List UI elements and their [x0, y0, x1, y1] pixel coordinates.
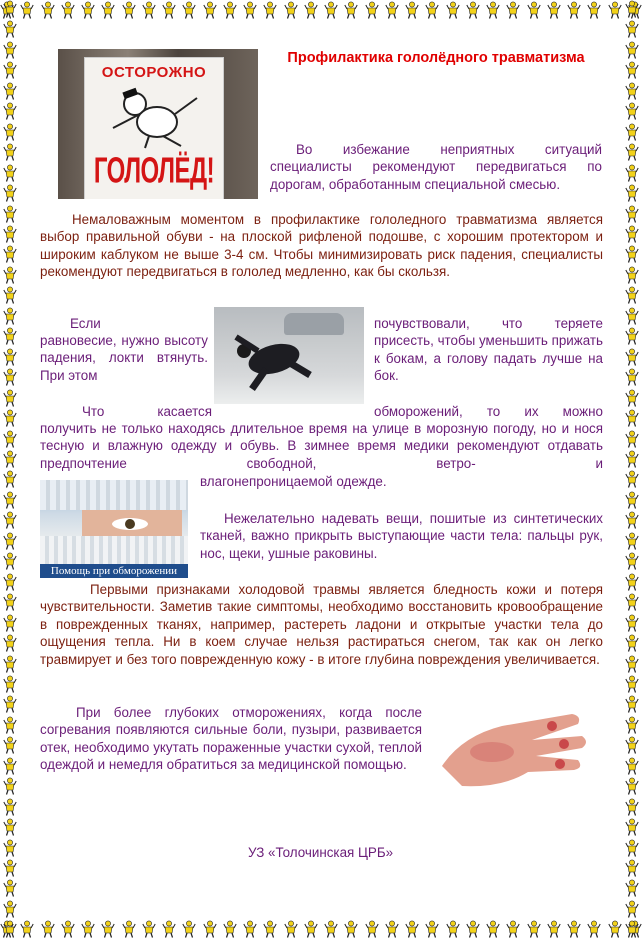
border-figure-icon: [3, 41, 17, 59]
border-figure-icon: [625, 614, 639, 632]
border-figure-icon: [365, 1, 379, 19]
border-left: [0, 0, 20, 939]
border-figure-icon: [3, 0, 17, 18]
border-figure-icon: [142, 1, 156, 19]
ice-warning-sign-photo: [58, 49, 258, 199]
man-falling-photo: [214, 307, 364, 404]
border-figure-icon: [243, 1, 257, 19]
border-figure-icon: [625, 573, 639, 591]
border-figure-icon: [101, 1, 115, 19]
border-figure-icon: [101, 920, 115, 938]
border-bottom: [0, 919, 642, 939]
border-figure-icon: [625, 286, 639, 304]
border-figure-icon: [625, 41, 639, 59]
border-figure-icon: [3, 123, 17, 141]
border-figure-icon: [263, 920, 277, 938]
border-figure-icon: [223, 920, 237, 938]
border-figure-icon: [547, 920, 561, 938]
sign-line1: ОСТОРОЖНО: [101, 64, 207, 81]
border-figure-icon: [625, 430, 639, 448]
border-figure-icon: [182, 920, 196, 938]
border-figure-icon: [3, 532, 17, 550]
border-figure-icon: [625, 164, 639, 182]
border-figure-icon: [3, 798, 17, 816]
border-figure-icon: [203, 920, 217, 938]
border-figure-icon: [344, 1, 358, 19]
border-figure-icon: [486, 920, 500, 938]
border-figure-icon: [625, 695, 639, 713]
border-figure-icon: [466, 920, 480, 938]
border-figure-icon: [203, 1, 217, 19]
border-figure-icon: [3, 205, 17, 223]
border-figure-icon: [625, 327, 639, 345]
border-figure-icon: [3, 818, 17, 836]
frostbite-photo: [40, 480, 188, 578]
border-figure-icon: [3, 164, 17, 182]
border-figure-icon: [3, 777, 17, 795]
paragraph-4-body: получить не только находясь длительное время на улице в морозную погоду, но и нося тесную и влажную одежду и обувь. В зимнее время медики рекомендуют отдавать предпочтение свободной, ветро- и: [40, 421, 603, 471]
border-figure-icon: [625, 143, 639, 161]
border-figure-icon: [625, 634, 639, 652]
border-figure-icon: [20, 920, 34, 938]
frostbitten-hand-photo: [432, 696, 592, 792]
border-figure-icon: [625, 818, 639, 836]
border-figure-icon: [344, 920, 358, 938]
border-figure-icon: [625, 450, 639, 468]
border-figure-icon: [3, 491, 17, 509]
border-figure-icon: [625, 61, 639, 79]
border-figure-icon: [385, 920, 399, 938]
paragraph-4-start: Что касается: [82, 404, 212, 419]
footer-organization: УЗ «Толочинская ЦРБ»: [248, 845, 394, 860]
border-figure-icon: [625, 470, 639, 488]
border-figure-icon: [625, 245, 639, 263]
border-figure-icon: [625, 675, 639, 693]
border-figure-icon: [61, 1, 75, 19]
border-figure-icon: [3, 450, 17, 468]
border-figure-icon: [284, 920, 298, 938]
border-figure-icon: [3, 511, 17, 529]
border-figure-icon: [3, 470, 17, 488]
border-figure-icon: [304, 1, 318, 19]
paragraph-4-cont: обморожений, то их можно: [374, 404, 603, 419]
border-figure-icon: [625, 655, 639, 673]
border-figure-icon: [625, 879, 639, 897]
border-figure-icon: [587, 920, 601, 938]
border-figure-icon: [405, 920, 419, 938]
border-figure-icon: [587, 1, 601, 19]
border-figure-icon: [625, 409, 639, 427]
page-title: Профилактика гололёдного травматизма: [287, 50, 585, 66]
border-figure-icon: [3, 655, 17, 673]
border-figure-icon: [122, 920, 136, 938]
border-figure-icon: [284, 1, 298, 19]
border-figure-icon: [142, 920, 156, 938]
border-right: [622, 0, 642, 939]
border-figure-icon: [3, 20, 17, 38]
border-figure-icon: [3, 327, 17, 345]
border-figure-icon: [3, 348, 17, 366]
border-figure-icon: [567, 1, 581, 19]
border-figure-icon: [527, 920, 541, 938]
border-figure-icon: [567, 920, 581, 938]
paragraph-3-right: почувствовали, что теряете присесть, чтобы уменьшить прижать к бокам, а голову падать лучше на бок.: [374, 316, 604, 384]
border-figure-icon: [3, 839, 17, 857]
border-figure-icon: [547, 1, 561, 19]
border-figure-icon: [625, 552, 639, 570]
frostbite-caption: Помощь при обморожении: [40, 564, 188, 578]
border-figure-icon: [625, 184, 639, 202]
border-figure-icon: [625, 266, 639, 284]
hat-shape: [40, 480, 188, 510]
border-figure-icon: [506, 920, 520, 938]
border-figure-icon: [625, 102, 639, 120]
border-figure-icon: [625, 798, 639, 816]
border-figure-icon: [625, 736, 639, 754]
border-figure-icon: [3, 757, 17, 775]
border-figure-icon: [3, 593, 17, 611]
border-figure-icon: [263, 1, 277, 19]
border-figure-icon: [3, 409, 17, 427]
border-figure-icon: [3, 389, 17, 407]
border-figure-icon: [486, 1, 500, 19]
border-figure-icon: [625, 511, 639, 529]
border-figure-icon: [3, 143, 17, 161]
border-figure-icon: [81, 1, 95, 19]
snowman-icon: [85, 84, 223, 154]
border-figure-icon: [3, 286, 17, 304]
border-figure-icon: [625, 389, 639, 407]
border-figure-icon: [425, 920, 439, 938]
border-figure-icon: [3, 695, 17, 713]
border-figure-icon: [625, 757, 639, 775]
border-figure-icon: [324, 1, 338, 19]
border-figure-icon: [223, 1, 237, 19]
border-figure-icon: [625, 205, 639, 223]
border-figure-icon: [3, 736, 17, 754]
paragraph-7: При более глубоких отморожениях, когда после согревания появляются сильные боли, пузыри, развивается отек, необходимо укутать пораженные участки сухой, теплой одеждой и немедля обратиться за медицинской помощью.: [40, 705, 422, 773]
paragraph-1: Во избежание неприятных ситуаций специалисты рекомендуют передвигаться по дорогам, обработанным специальной смесью.: [270, 142, 602, 192]
border-figure-icon: [182, 1, 196, 19]
border-figure-icon: [3, 900, 17, 918]
border-figure-icon: [3, 879, 17, 897]
border-figure-icon: [3, 225, 17, 243]
border-figure-icon: [625, 225, 639, 243]
paragraph-3-start: Если: [70, 316, 101, 331]
border-figure-icon: [625, 0, 639, 18]
border-figure-icon: [625, 593, 639, 611]
border-figure-icon: [41, 920, 55, 938]
border-figure-icon: [3, 675, 17, 693]
border-figure-icon: [3, 573, 17, 591]
border-figure-icon: [3, 614, 17, 632]
border-figure-icon: [527, 1, 541, 19]
border-figure-icon: [625, 123, 639, 141]
paragraph-2: Немаловажным моментом в профилактике гололедного травматизма является выбор правильной обуви - на плоской рифленой подошве, с хорошим протектором и широким каблуком не выше 3-4 см. Чтобы минимизировать риск падения, специалисты рекомендуют передвигаться в гололед медленно, как бы скользя.: [40, 212, 603, 280]
border-figure-icon: [625, 839, 639, 857]
border-top: [0, 0, 642, 20]
border-figure-icon: [3, 552, 17, 570]
hand-icon: [432, 696, 592, 792]
border-figure-icon: [3, 430, 17, 448]
border-figure-icon: [625, 859, 639, 877]
border-figure-icon: [446, 1, 460, 19]
sign-line2: ГОЛОЛЁД!: [93, 151, 215, 192]
border-figure-icon: [162, 1, 176, 19]
eye-icon: [110, 516, 150, 532]
border-figure-icon: [405, 1, 419, 19]
border-figure-icon: [625, 307, 639, 325]
border-figure-icon: [324, 920, 338, 938]
border-figure-icon: [3, 184, 17, 202]
border-figure-icon: [608, 1, 622, 19]
paragraph-3-left: равновесие, нужно высоту падения, локти втянуть. При этом: [40, 333, 208, 383]
paragraph-6: Первыми признаками холодовой травмы является бледность кожи и потеря чувствительности. Заметив такие симптомы, необходимо восстановить кровообращение в поврежденных тканях, например, растереть ладони и открытые участки тела до ощущения тепла. Ни в коем случае нельзя растираться снегом, так как он легко травмирует и без того поврежденную кожу - в итоге глубина повреждения увеличивается.: [40, 582, 603, 667]
border-figure-icon: [608, 920, 622, 938]
border-figure-icon: [365, 920, 379, 938]
border-figure-icon: [625, 82, 639, 100]
paragraph-5: Нежелательно надевать вещи, пошитые из синтетических тканей, важно прикрыть выступающие части тела: пальцы рук, нос, щеки, ушные раковины.: [200, 511, 603, 561]
warning-sign: [84, 57, 224, 199]
border-figure-icon: [3, 82, 17, 100]
falling-person-icon: [214, 307, 364, 404]
border-figure-icon: [385, 1, 399, 19]
border-figure-icon: [625, 368, 639, 386]
border-figure-icon: [446, 920, 460, 938]
border-figure-icon: [625, 900, 639, 918]
border-figure-icon: [41, 1, 55, 19]
border-figure-icon: [625, 777, 639, 795]
border-figure-icon: [61, 920, 75, 938]
border-figure-icon: [625, 491, 639, 509]
border-figure-icon: [20, 1, 34, 19]
border-figure-icon: [3, 368, 17, 386]
border-figure-icon: [625, 20, 639, 38]
border-figure-icon: [81, 920, 95, 938]
paragraph-4-end: влагонепроницаемой одежде.: [200, 474, 387, 489]
border-figure-icon: [425, 1, 439, 19]
border-figure-icon: [3, 266, 17, 284]
border-figure-icon: [3, 634, 17, 652]
border-figure-icon: [243, 920, 257, 938]
border-figure-icon: [625, 716, 639, 734]
border-figure-icon: [3, 245, 17, 263]
border-figure-icon: [3, 61, 17, 79]
border-figure-icon: [3, 307, 17, 325]
border-figure-icon: [625, 920, 639, 938]
border-figure-icon: [162, 920, 176, 938]
border-figure-icon: [3, 920, 17, 938]
border-figure-icon: [625, 532, 639, 550]
border-figure-icon: [625, 348, 639, 366]
border-figure-icon: [466, 1, 480, 19]
border-figure-icon: [304, 920, 318, 938]
border-figure-icon: [122, 1, 136, 19]
border-figure-icon: [506, 1, 520, 19]
border-figure-icon: [3, 102, 17, 120]
border-figure-icon: [3, 716, 17, 734]
border-figure-icon: [3, 859, 17, 877]
